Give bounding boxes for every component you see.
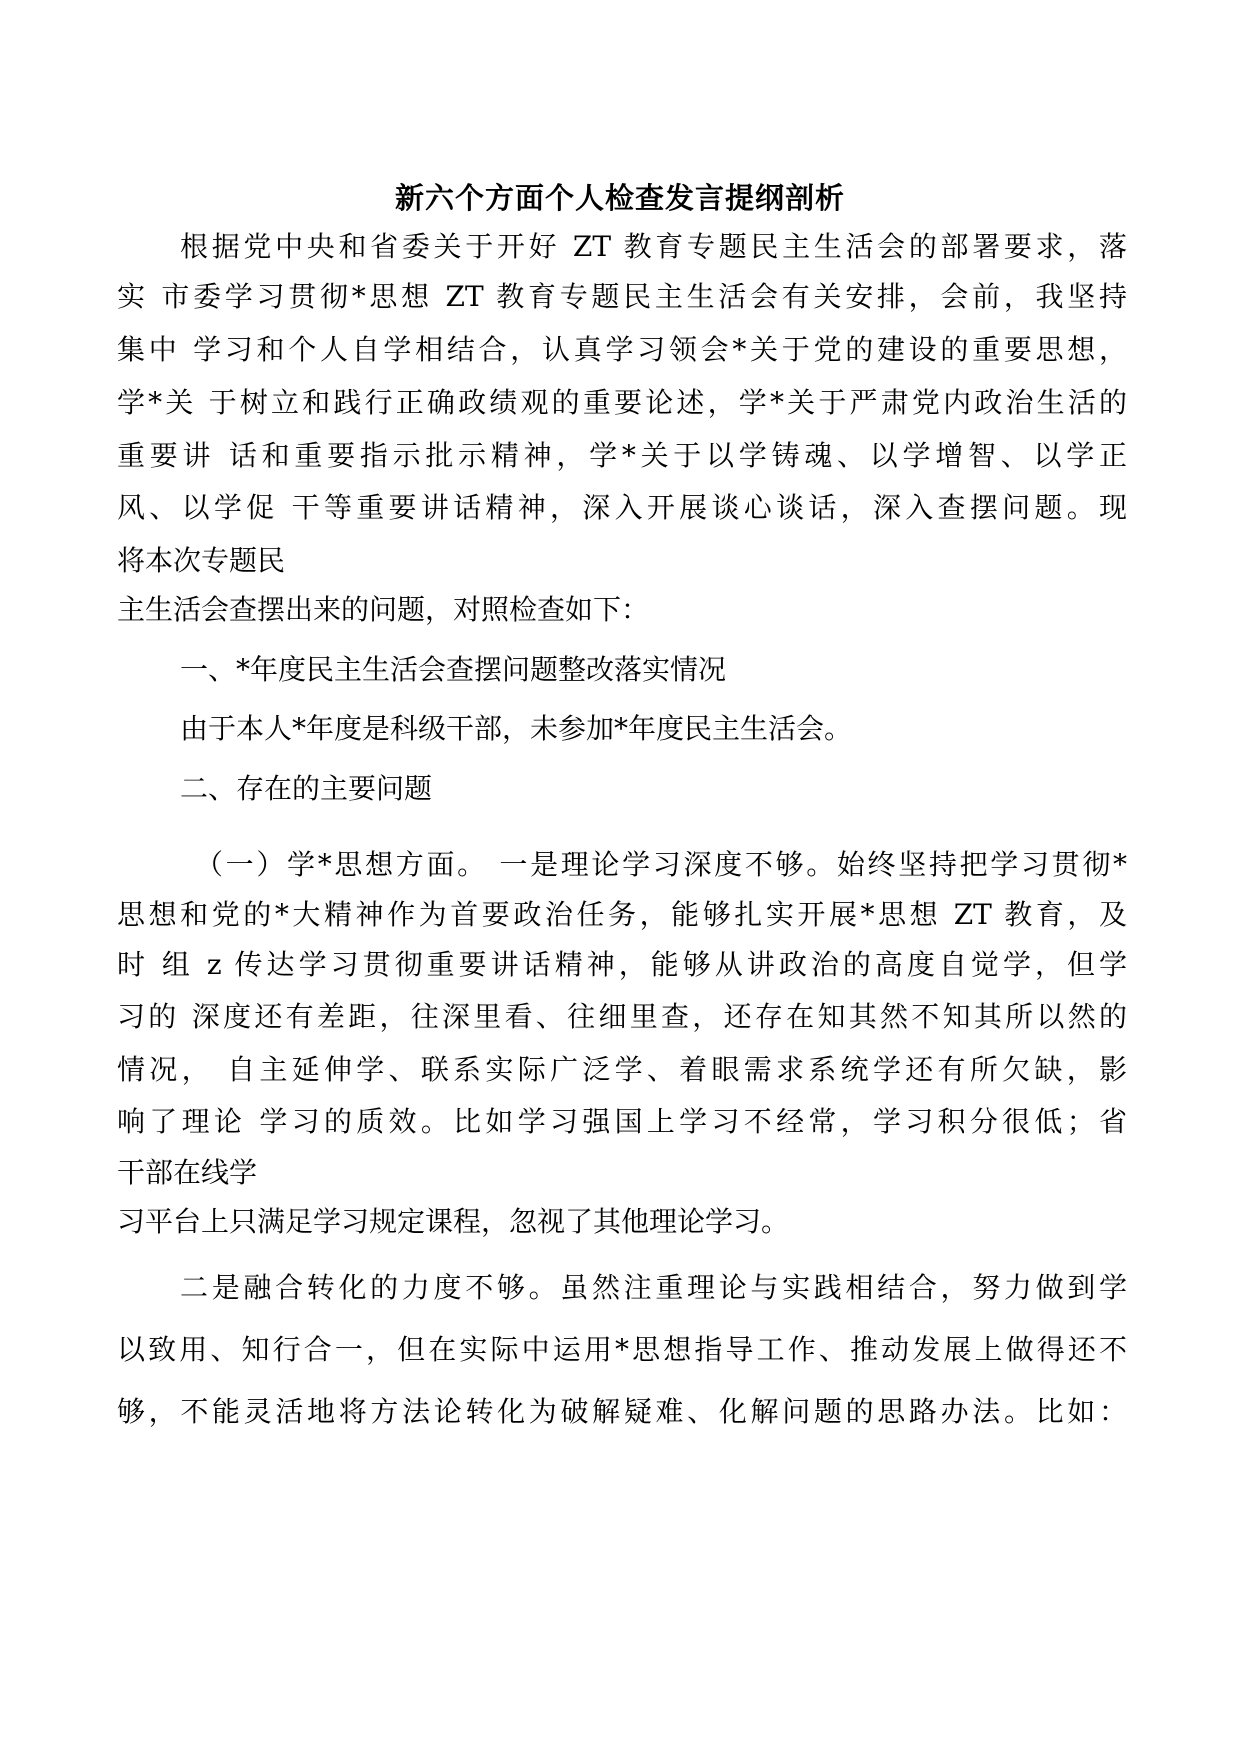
- paragraph-line: 主生活会查摆出来的问题，对照检查如下：: [117, 593, 650, 626]
- paragraph-line: 习的 深度还有差距，往深里看、往细里查，还存在知其然不知其所以然的: [117, 1000, 1127, 1033]
- paragraph-line: 够，不能灵活地将方法论转化为破解疑难、化解问题的思路办法。比如：: [117, 1395, 1127, 1428]
- paragraph-line: 集中 学习和个人自学相结合，认真学习领会*关于党的建设的重要思想，: [117, 333, 1127, 366]
- paragraph-line: 实 市委学习贯彻*思想 ZT 教育专题民主生活会有关安排，会前，我坚持: [117, 280, 1127, 313]
- section-heading: 一、*年度民主生活会查摆问题整改落实情况: [180, 653, 727, 686]
- paragraph-line: 风、以学促 干等重要讲话精神，深入开展谈心谈话，深入查摆问题。现: [117, 491, 1127, 524]
- paragraph-line: 根据党中央和省委关于开好 ZT 教育专题民主生活会的部署要求，落: [180, 230, 1127, 263]
- paragraph-line: 干部在线学: [117, 1156, 258, 1189]
- paragraph-line: 时 组 z 传达学习贯彻重要讲话精神，能够从讲政治的高度自觉学，但学: [117, 948, 1127, 981]
- paragraph-line: 二是融合转化的力度不够。虽然注重理论与实践相结合，努力做到学: [180, 1271, 1127, 1304]
- paragraph-line: 以致用、知行合一，但在实际中运用*思想指导工作、推动发展上做得还不: [117, 1333, 1127, 1366]
- paragraph-line: 将本次专题民: [117, 544, 286, 577]
- paragraph-line: 响了理论 学习的质效。比如学习强国上学习不经常，学习积分很低；省: [117, 1105, 1127, 1138]
- paragraph-line: 情况， 自主延伸学、联系实际广泛学、着眼需求系统学还有所欠缺，影: [117, 1053, 1127, 1086]
- document-title: 新六个方面个人检查发言提纲剖析: [394, 181, 845, 215]
- paragraph-line: 习平台上只满足学习规定课程，忽视了其他理论学习。: [117, 1205, 790, 1238]
- paragraph-line: （一）学*思想方面。 一是理论学习深度不够。始终坚持把学习贯彻*: [195, 848, 1127, 881]
- paragraph-line: 重要讲 话和重要指示批示精神，学*关于以学铸魂、以学增智、以学正: [117, 439, 1127, 472]
- paragraph-line: 学*关 于树立和践行正确政绩观的重要论述，学*关于严肃党内政治生活的: [117, 386, 1127, 419]
- section-heading: 二、存在的主要问题: [180, 772, 433, 805]
- paragraph-line: 由于本人*年度是科级干部，未参加*年度民主生活会。: [180, 712, 853, 745]
- paragraph-line: 思想和党的*大精神作为首要政治任务，能够扎实开展*思想 ZT 教育，及: [117, 898, 1127, 931]
